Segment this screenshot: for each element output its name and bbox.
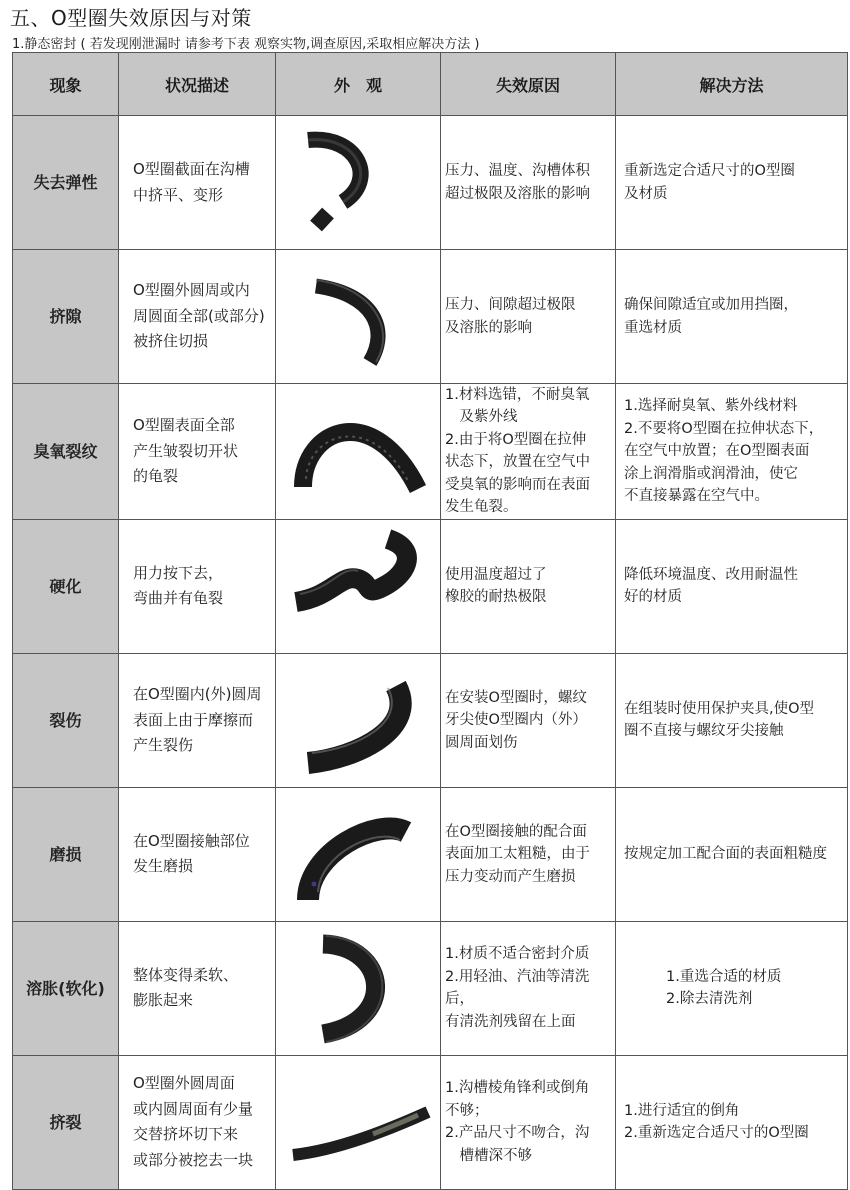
cause-cell [441,250,616,384]
description-text: O型圈表面全部 产生皱裂切开状 的龟裂 [133,416,239,486]
description-text: 整体变得柔软、 膨胀起来 [133,965,239,1010]
phenomenon-cell: 挤裂 [13,1055,119,1189]
solution-cell [616,921,848,1055]
phenomenon-cell: 溶胀(软化) [13,921,119,1055]
o-ring-extruded-photo [278,254,438,379]
page-subtitle: 1.静态密封 ( 若发现刚泄漏时 请参考下表 观察实物,调查原因,采取相应解决方法 ) [12,37,480,52]
solution-cell [616,653,848,787]
cause-text: 压力、温度、沟槽体积 超过极限及溶胀的影响 [445,163,590,202]
cause-text: 1.材料选错，不耐臭氧 及紫外线 2.由于将O型圈在拉伸 状态下，放置在空气中 受臭氧的影响而在表面 发生龟裂。 [445,387,590,516]
phenomenon-cell: 磨损 [13,787,119,921]
phenomenon-cell: 臭氧裂纹 [13,384,119,520]
phenomenon-cell: 硬化 [13,519,119,653]
solution-cell [616,250,848,384]
wear-mark-icon [312,881,317,886]
o-ring-flattened-photo [278,120,438,245]
appearance-cell [276,1055,441,1189]
cause-cell [441,116,616,250]
solution-cell [616,384,848,520]
solution-text: 在组装时使用保护夹具,使O型 圈不直接与螺纹牙尖接触 [624,700,815,740]
solution-cell [616,787,848,921]
appearance-cell [276,384,441,520]
header-cause: 失效原因 [441,53,616,116]
description-cell [119,1055,276,1189]
o-ring-torn-photo [278,658,438,783]
header-solution: 解决方法 [616,53,848,116]
cause-text: 在安装O型圈时，螺纹 牙尖使O型圈内（外） 圆周面划伤 [445,689,587,751]
o-ring-ozone-cracked-photo [278,389,438,514]
description-text: 在O型圈内(外)圆周 表面上由于摩擦而 产生裂伤 [133,685,262,755]
table-row [13,519,848,653]
o-ring-nibbled-photo [278,1060,438,1185]
o-ring-hardened-photo [278,524,438,649]
description-cell [119,250,276,384]
description-cell [119,519,276,653]
phenomenon-cell: 失去弹性 [13,116,119,250]
header-appearance: 外 观 [276,53,441,116]
appearance-cell [276,116,441,250]
cause-text: 压力、间隙超过极限 及溶胀的影响 [445,297,576,336]
cause-text: 1.沟槽棱角锋利或倒角 不够； 2.产品尺寸不吻合，沟 槽槽深不够 [445,1080,590,1164]
appearance-cell [276,921,441,1055]
o-ring-swollen-photo [278,926,438,1051]
table-header-row [13,53,848,116]
solution-text: 重新选定合适尺寸的O型圈 及材质 [624,163,795,202]
description-text: 在O型圈接触部位 发生磨损 [133,831,250,876]
header-description: 状况描述 [119,53,276,116]
table-row [13,653,848,787]
table-row [13,250,848,384]
solution-cell [616,116,848,250]
table-row [13,787,848,921]
solution-text: 降低环境温度、改用耐温性 好的材质 [624,566,798,606]
header-phenomenon: 现象 [13,53,119,116]
appearance-cell [276,787,441,921]
cause-cell [441,1055,616,1189]
solution-text: 1.选择耐臭氧、紫外线材料 2.不要将O型圈在拉伸状态下， 在空气中放置；在O型圈表面 涂上润滑脂或润滑油，使它 不直接暴露在空气中。 [624,398,824,505]
table-row [13,384,848,520]
phenomenon-cell: 挤隙 [13,250,119,384]
cause-cell [441,787,616,921]
solution-text: 按规定加工配合面的表面粗糙度 [624,846,827,863]
table-row [13,116,848,250]
solution-cell [616,1055,848,1189]
solution-text: 1.重选合适的材质 2.除去清洗剂 [666,968,782,1008]
cause-text: 1.材质不适合密封介质 2.用轻油、汽油等清洗后， 有清洗剂残留在上面 [445,946,590,1030]
page-title: 五、O型圈失效原因与对策 [10,6,252,30]
cause-cell [441,921,616,1055]
cause-cell [441,519,616,653]
solution-text: 1.进行适宜的倒角 2.重新选定合适尺寸的O型圈 [624,1102,809,1142]
cause-text: 在O型圈接触的配合面 表面加工太粗糙，由于 压力变动而产生磨损 [445,823,590,885]
solution-text: 确保间隙适宜或加用挡圈， 重选材质 [624,297,798,336]
description-cell [119,787,276,921]
solution-cell [616,519,848,653]
description-cell [119,116,276,250]
cause-cell [441,653,616,787]
description-text: O型圈外圆周或内 周圆面全部(或部分) 被挤住切损 [133,281,265,351]
o-ring-worn-photo [278,792,438,917]
appearance-cell [276,250,441,384]
description-text: O型圈截面在沟槽 中挤平、变形 [133,160,250,204]
appearance-cell [276,519,441,653]
table-row [13,1055,848,1189]
failure-table [12,52,848,1190]
description-text: O型圈外圆周面 或内圆周面有少量 交替挤坏切下来 或部分被挖去一块 [133,1074,254,1169]
description-cell [119,384,276,520]
appearance-cell [276,653,441,787]
description-cell [119,653,276,787]
description-cell [119,921,276,1055]
phenomenon-cell: 裂伤 [13,653,119,787]
table-row [13,921,848,1055]
description-text: 用力按下去， 弯曲并有龟裂 [133,563,224,608]
cause-text: 使用温度超过了 橡胶的耐热极限 [445,566,547,606]
cause-cell [441,384,616,520]
